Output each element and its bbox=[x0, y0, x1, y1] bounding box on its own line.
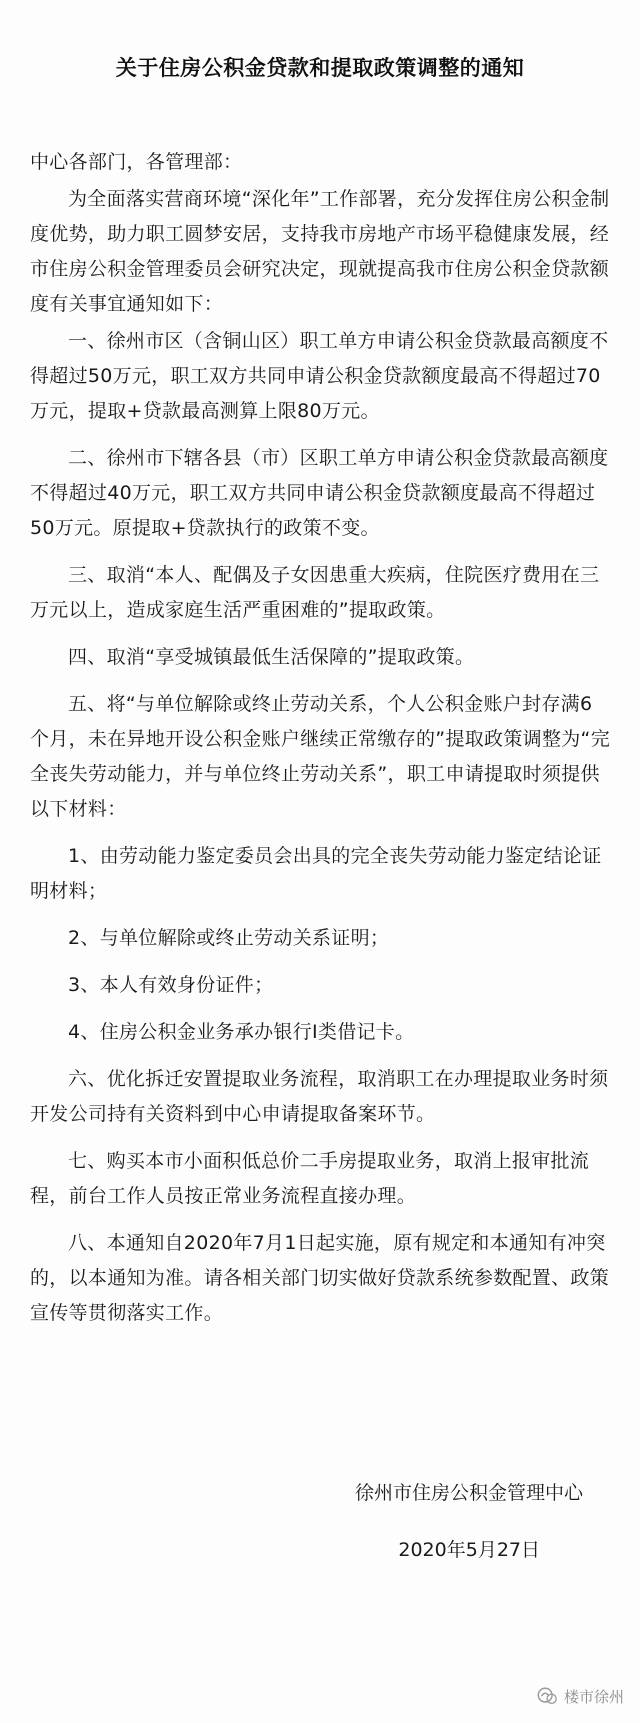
signature-date: 2020年5月27日 bbox=[398, 1539, 540, 1561]
paragraph-item-2: 二、徐州市下辖各县（市）区职工单方申请公积金贷款最高额度不得超过40万元，职工双方共同申请公积金贷款额度最高不得超过50万元。原提取+贷款执行的政策不变。 bbox=[30, 447, 609, 539]
paragraph-item-5: 五、将“与单位解除或终止劳动关系，个人公积金账户封存满6个月，未在异地开设公积金账户继续正常缴存的”提取政策调整为“完全丧失劳动能力，并与单位终止劳动关系”，职工申请提取时须提供以下材料： bbox=[30, 693, 610, 820]
salutation: 中心各部门，各管理部： bbox=[30, 151, 243, 173]
paragraph-material-3: 3、本人有效身份证件； bbox=[68, 974, 274, 996]
paragraph-item-3: 三、取消“本人、配偶及子女因患重大疾病，住院医疗费用在三万元以上，造成家庭生活严重困难的”提取政策。 bbox=[30, 564, 600, 621]
paragraph-item-6: 六、优化拆迁安置提取业务流程，取消职工在办理提取业务时须开发公司持有关资料到中心申请提取备案环节。 bbox=[30, 1068, 609, 1125]
paragraph-item-8: 八、本通知自2020年7月1日起实施，原有规定和本通知有冲突的，以本通知为准。请各相关部门切实做好贷款系统参数配置、政策宣传等贯彻落实工作。 bbox=[30, 1232, 610, 1324]
paragraph-item-4: 四、取消“享受城镇最低生活保障的”提取政策。 bbox=[68, 646, 475, 668]
wechat-channel-icon bbox=[536, 1685, 558, 1707]
notice-body bbox=[30, 145, 610, 1343]
paragraph-material-2: 2、与单位解除或终止劳动关系证明； bbox=[68, 927, 390, 949]
paragraph-intro: 为全面落实营商环境“深化年”工作部署，充分发挥住房公积金制度优势，助力职工圆梦安居，支持我市房地产市场平稳健康发展，经市住房公积金管理委员会研究决定，现就提高我市住房公积金贷款额度有关事宜通知如下： bbox=[30, 188, 610, 315]
paragraph-material-4: 4、住房公积金业务承办银行I类借记卡。 bbox=[68, 1021, 415, 1043]
paragraph-item-1: 一、徐州市区（含铜山区）职工单方申请公积金贷款最高额度不得超过50万元，职工双方共同申请公积金贷款额度最高不得超过70万元，提取+贷款最高测算上限80万元。 bbox=[30, 330, 609, 422]
paragraph-item-7: 七、购买本市小面积低总价二手房提取业务，取消上报审批流程，前台工作人员按正常业务流程直接办理。 bbox=[30, 1150, 590, 1207]
watermark-text: 楼市徐州 bbox=[563, 1687, 624, 1706]
paragraph-material-1: 1、由劳动能力鉴定委员会出具的完全丧失劳动能力鉴定结论证明材料； bbox=[30, 845, 602, 902]
signature-organization: 徐州市住房公积金管理中心 bbox=[354, 1482, 583, 1504]
notice-title: 关于住房公积金贷款和提取政策调整的通知 bbox=[115, 56, 525, 80]
watermark bbox=[536, 1685, 624, 1707]
